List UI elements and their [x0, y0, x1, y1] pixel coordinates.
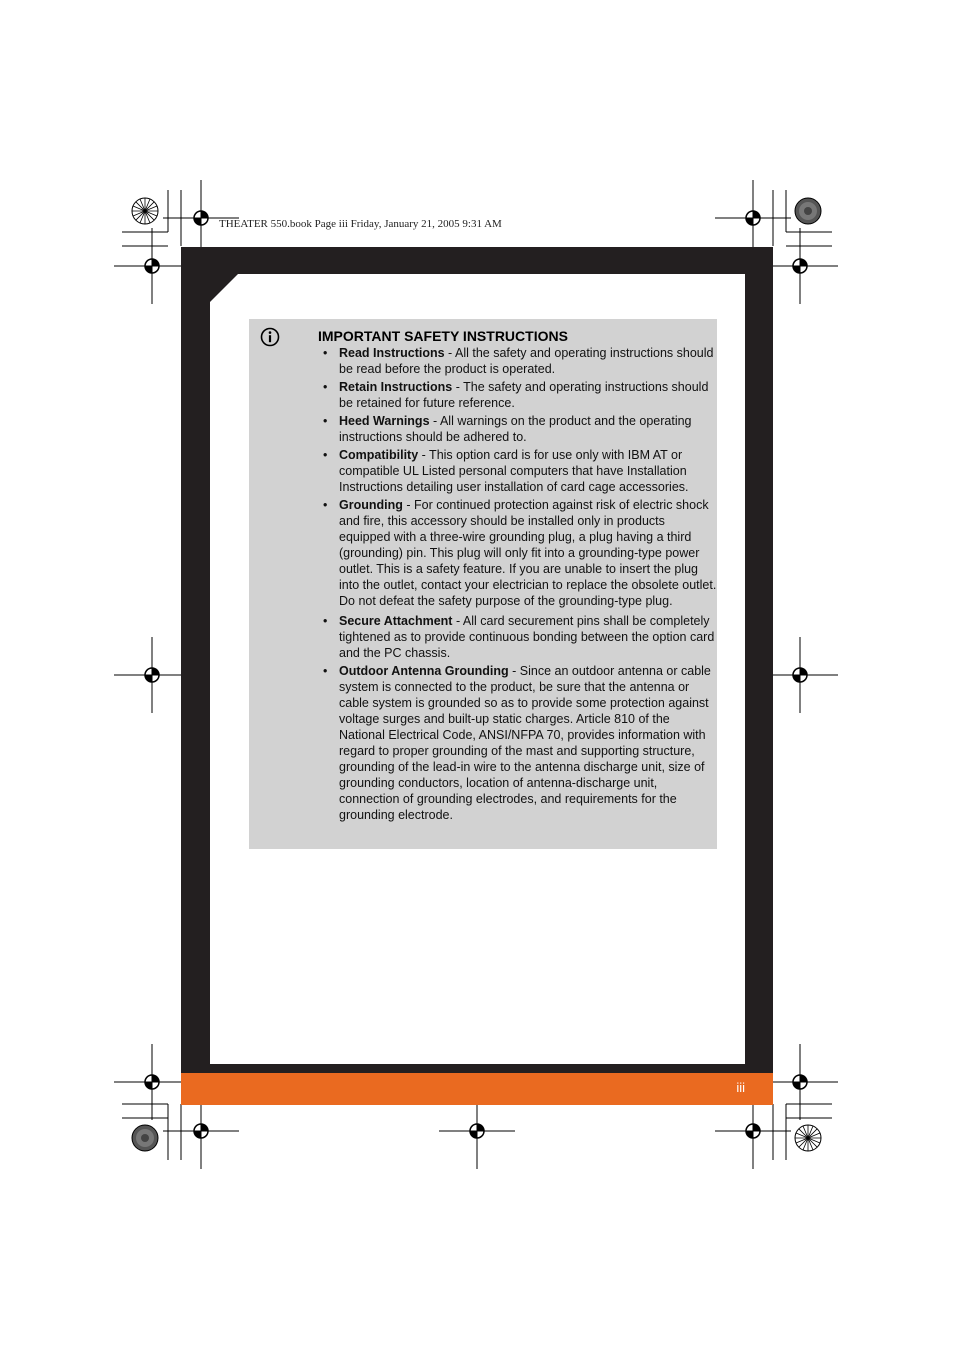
page-number: iii [736, 1080, 745, 1095]
bullet: • [323, 414, 328, 428]
bullet: • [323, 346, 328, 360]
list-item [325, 613, 717, 661]
print-header: THEATER 550.book Page iii Friday, January 21, 2005 9:31 AM [219, 218, 502, 230]
item-title: Grounding [339, 498, 403, 512]
bullet: • [323, 664, 328, 678]
item-text: - All card securement pins shall be completely tightened as to provide continuous bonding between the option card and the PC chassis. [339, 614, 715, 660]
item-text: - All warnings on the product and the operating instructions should be adhered to. [339, 414, 692, 444]
safety-instructions-list [325, 345, 717, 825]
list-item [325, 345, 717, 377]
bullet: • [323, 498, 328, 512]
item-title: Compatibility [339, 448, 419, 462]
list-item [325, 379, 717, 411]
item-title: Heed Warnings [339, 414, 430, 428]
safety-note-box [249, 319, 717, 849]
list-item [325, 413, 717, 445]
list-item [325, 447, 717, 495]
bullet: • [323, 614, 328, 628]
bullet: • [323, 380, 328, 394]
item-text: - All the safety and operating instructions should be read before the product is operated. [339, 346, 714, 376]
item-text: - This option card is for use only with IBM AT or compatible UL Listed personal computers that have Installation Instructions detailing user installation of card cage accessories. [339, 448, 689, 494]
item-title: Outdoor Antenna Grounding [339, 664, 509, 678]
item-text: - Since an outdoor antenna or cable system is connected to the product, be sure that the antenna or cable system is grounded so as to provide some protection against voltage surges and built-up static charges. Article 810 of the National Electrical Code, ANSI/NFPA 70, provides information with regard to proper grounding of the mast and supporting structure, grounding of the lead-in wire to the antenna discharge unit, size of grounding conductors, location of antenna-discharge unit, connection of grounding electrodes, and requirements for the grounding electrode. [339, 664, 711, 822]
bullet: • [323, 448, 328, 462]
note-title: IMPORTANT SAFETY INSTRUCTIONS [318, 328, 568, 344]
item-text: - The safety and operating instructions should be retained for future reference. [339, 380, 709, 410]
item-title: Secure Attachment [339, 614, 453, 628]
list-item [325, 497, 717, 609]
list-item [325, 663, 717, 823]
footer-bar [181, 1073, 773, 1105]
item-title: Read Instructions [339, 346, 445, 360]
info-icon [260, 327, 280, 347]
item-text: - For continued protection against risk of electric shock and fire, this accessory should be installed only in products equipped with a three-wire grounding plug, a plug having a third (grounding) pin. This plug will only fit into a grounding-type power outlet. This is a safety feature. If you are unable to insert the plug into the outlet, contact your electrician to replace the obsolete outlet. Do not defeat the safety purpose of the grounding-type plug. [339, 498, 717, 608]
item-title: Retain Instructions [339, 380, 453, 394]
